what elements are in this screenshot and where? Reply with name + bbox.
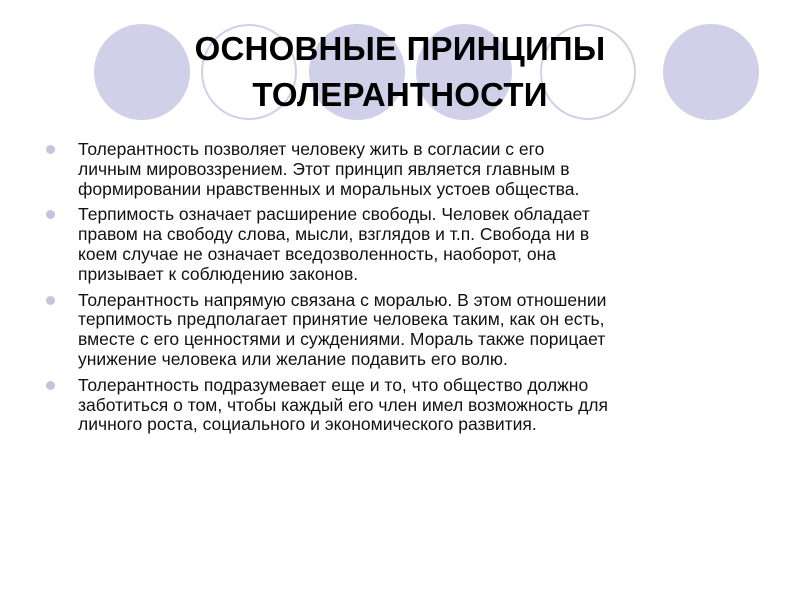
- bullet-list: [46, 140, 766, 441]
- bullet-text-line: коем случае не означает вседозволенность, наоборот, она: [78, 243, 557, 264]
- bullet-text-line: унижение человека или желание подавить его волю.: [78, 348, 508, 369]
- slide-title-line: ТОЛЕРАНТНОСТИ: [252, 76, 548, 113]
- bullet-text-line: личным мировоззрением. Этот принцип является главным в: [78, 158, 570, 179]
- bullet-text-line: личного роста, социального и экономического развития.: [78, 414, 537, 435]
- bullet-dot-icon: [46, 381, 55, 390]
- bullet-text-line: Терпимость означает расширение свободы. Человек обладает: [78, 204, 590, 225]
- bullet-text-line: правом на свободу слова, мысли, взглядов и т.п. Свобода ни в: [78, 224, 590, 245]
- bullet-text-line: Толерантность позволяет человеку жить в согласии с его: [78, 139, 545, 159]
- bullet-dot-icon: [46, 296, 55, 305]
- bullet-dot-icon: [46, 145, 55, 154]
- bullet-text-line: вместе с его ценностями и суждениями. Мораль также порицает: [78, 329, 606, 350]
- bullet-text-line: Толерантность подразумевает еще и то, что общество должно: [78, 374, 589, 395]
- bullet-text-line: Толерантность напрямую связана с моралью. В этом отношении: [78, 289, 607, 310]
- bullet-text-line: заботиться о том, чтобы каждый его член имел возможность для: [78, 394, 608, 415]
- bullet-dot-icon: [46, 210, 55, 219]
- bullet-text-line: призывает к соблюдению законов.: [78, 263, 359, 284]
- bullet-item: [46, 291, 766, 370]
- bullet-item: [46, 140, 766, 199]
- bullet-text-line: формировании нравственных и моральных устоев общества.: [78, 178, 580, 199]
- bullet-item: [46, 376, 766, 435]
- bullet-item: [46, 205, 766, 284]
- bullet-text-line: терпимость предполагает принятие человека таким, как он есть,: [78, 309, 605, 330]
- slide-title: [120, 26, 680, 118]
- slide-title-line: ОСНОВНЫЕ ПРИНЦИПЫ: [194, 30, 606, 67]
